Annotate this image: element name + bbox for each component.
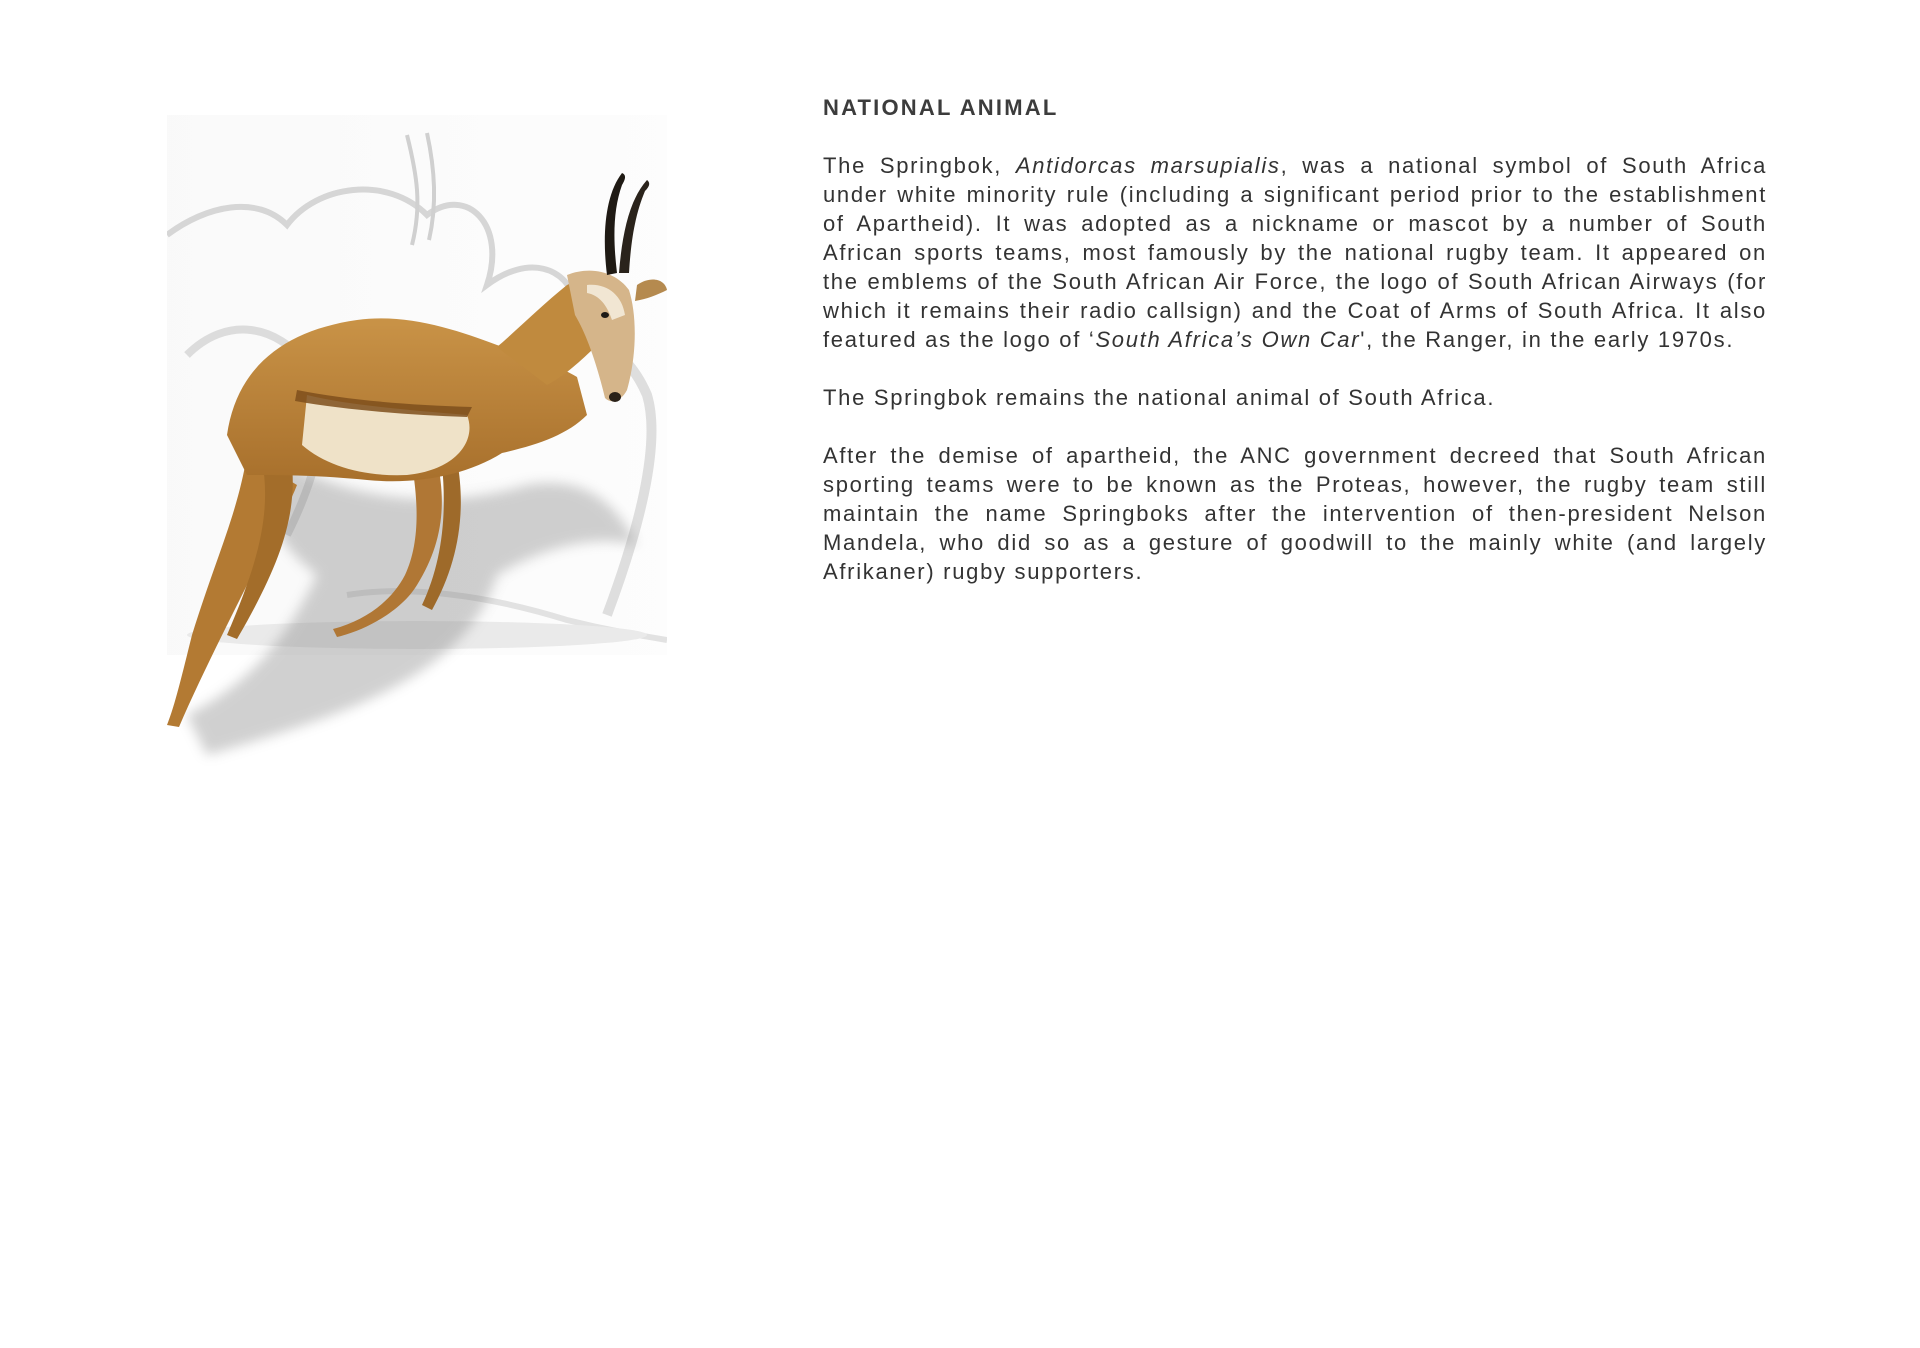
article (823, 94, 1767, 615)
paragraph-history (823, 151, 1767, 354)
paragraph-history-body: , was a national symbol of South Africa under white minority rule (including a significant period prior to the establishment of Apartheid). It was adopted as a nickname or mascot by a number of South African sports teams, most famously by the national rugby team. It appeared on the emblems of the South African Air Force, the logo of South African Airways (for which it remains their radio callsign) and the Coat of Arms of South Africa. It also featured as the logo of ‘ (823, 153, 1767, 352)
springbok-image (167, 115, 667, 780)
car-name: South Africa’s Own Car (1095, 327, 1361, 352)
paragraph-national-animal: The Springbok remains the national animal of South Africa. (823, 385, 1496, 410)
paragraph-post-apartheid: After the demise of apartheid, the ANC government decreed that South African sporting teams were to be known as the Proteas, however, the rugby team still maintain the name Springboks after the intervention of then-president Nelson Mandela, who did so as a gesture of goodwill to the mainly white (and largely Afrikaner) rugby supporters. (823, 443, 1767, 584)
section-heading: NATIONAL ANIMAL (823, 95, 1059, 120)
species-name: Antidorcas marsupialis (1015, 153, 1281, 178)
springbok-illustration (167, 115, 667, 780)
paragraph-history-end: ', the Ranger, in the early 1970s. (1360, 327, 1735, 352)
paragraph-history-intro: The Springbok, (823, 153, 1016, 178)
